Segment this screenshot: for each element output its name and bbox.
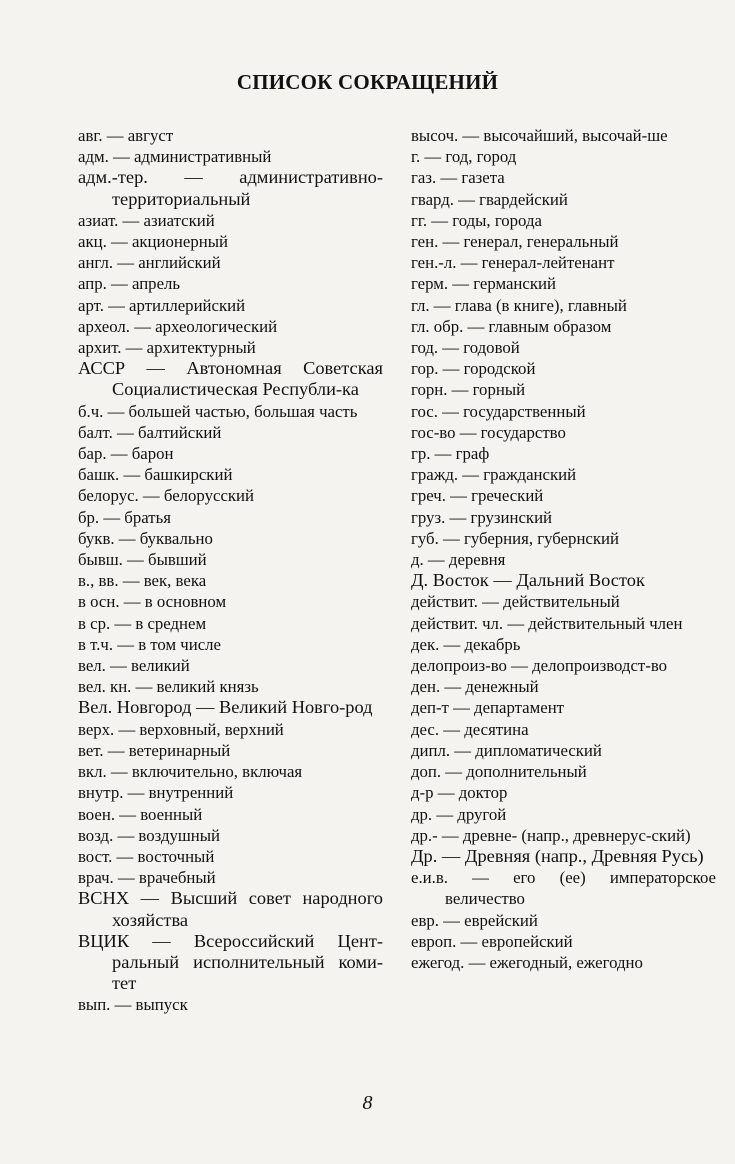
abbreviation-entry: бывш. — бывший	[78, 550, 207, 570]
abbreviation-entry: действит. чл. — действительный член	[411, 613, 683, 633]
abbreviation-entry: букв. — буквально	[78, 528, 213, 548]
abbreviation-entry: д-р — доктор	[411, 783, 508, 803]
abbreviation-entry: адм. — административный	[78, 147, 272, 167]
abbreviation-entry: археол. — археологический	[78, 316, 278, 336]
abbreviation-entry: гвард. — гвардейский	[411, 189, 568, 209]
abbreviation-entry: е.и.в. — его (ее) императорское величество	[411, 868, 716, 909]
abbreviation-entry: высоч. — высочайший, высочай-ше	[411, 126, 668, 145]
abbreviation-entry: дек. — декабрь	[411, 634, 521, 654]
abbreviation-entry: др.- — древне- (напр., древнерус-ский)	[411, 825, 691, 845]
abbreviation-entry: губ. — губерния, губернский	[411, 528, 619, 548]
abbreviation-entry: в., вв. — век, века	[78, 571, 207, 591]
abbreviation-entry: гражд. — гражданский	[411, 465, 577, 485]
abbreviation-entry: гор. — городской	[411, 359, 536, 379]
abbreviation-entry: апр. — апрель	[78, 274, 181, 294]
abbreviation-entry: башк. — башкирский	[78, 465, 233, 485]
abbreviation-entry: ген. — генерал, генеральный	[411, 232, 619, 252]
abbreviation-entry: бр. — братья	[78, 507, 171, 527]
left-column	[78, 125, 383, 1016]
abbreviation-entry: греч. — греческий	[411, 486, 544, 506]
abbreviation-entry: действит. — действительный	[411, 592, 620, 612]
abbreviation-entry: европ. — европейский	[411, 931, 573, 951]
abbreviation-entry: авг. — август	[78, 126, 174, 145]
abbreviation-entry: вет. — ветеринарный	[78, 740, 231, 760]
abbreviation-entry: азиат. — азиатский	[78, 210, 215, 230]
abbreviation-entry: архит. — архитектурный	[78, 338, 256, 358]
abbreviation-entry: белорус. — белорусский	[78, 486, 255, 506]
page-number: 8	[362, 1092, 373, 1114]
abbreviation-entry: в ср. — в среднем	[78, 613, 207, 633]
abbreviation-entry: вып. — выпуск	[78, 995, 188, 1015]
abbreviation-entry: вкл. — включительно, включая	[78, 762, 303, 782]
abbreviation-entry: Вел. Новгород — Великий Новго-род	[78, 697, 373, 718]
abbreviation-entry: ден. — денежный	[411, 677, 539, 697]
abbreviation-entry: г. — год, город	[411, 147, 517, 167]
abbreviation-entry: ген.-л. — генерал-лейтенант	[411, 253, 615, 273]
abbreviation-entry: воен. — военный	[78, 804, 203, 824]
abbreviation-entry: др. — другой	[411, 804, 507, 824]
abbreviation-entry: англ. — английский	[78, 253, 221, 273]
abbreviation-entry: гг. — годы, города	[411, 210, 542, 230]
abbreviation-entry: адм.-тер. — административно-территориальный	[78, 167, 383, 209]
abbreviation-entry: гос-во — государство	[411, 422, 566, 442]
abbreviation-entry: евр. — еврейский	[411, 910, 538, 930]
abbreviation-entry: деп-т — департамент	[411, 698, 565, 718]
abbreviation-entry: газ. — газета	[411, 168, 505, 188]
abbreviation-entry: гл. — глава (в книге), главный	[411, 295, 627, 315]
abbreviation-entry: доп. — дополнительный	[411, 762, 587, 782]
abbreviation-entry: АССР — Автономная Советская Социалистическая Республи-ка	[78, 358, 383, 400]
abbreviation-entry: арт. — артиллерийский	[78, 295, 246, 315]
page-title: СПИСОК СОКРАЩЕНИЙ	[236, 70, 499, 94]
abbreviation-entry: врач. — врачебный	[78, 868, 216, 888]
abbreviation-entry: груз. — грузинский	[411, 507, 553, 527]
abbreviation-entry: делопроиз-во — делопроизводст-во	[411, 656, 668, 676]
abbreviation-entry: балт. — балтийский	[78, 422, 222, 442]
abbreviation-entry: герм. — германский	[411, 274, 556, 294]
abbreviation-entry: горн. — горный	[411, 380, 526, 400]
right-column	[411, 125, 716, 973]
abbreviation-entry: б.ч. — большей частью, большая часть	[78, 401, 358, 421]
abbreviation-entry: Др. — Древняя (напр., Древняя Русь)	[411, 845, 704, 866]
abbreviation-entry: в т.ч. — в том числе	[78, 634, 222, 654]
abbreviation-entry: ВЦИК — Всероссийский Цент-ральный исполнительный коми-тет	[78, 930, 383, 994]
abbreviation-entry: ежегод. — ежегодный, ежегодно	[411, 952, 643, 972]
abbreviation-entry: возд. — воздушный	[78, 825, 221, 845]
abbreviation-entry: д. — деревня	[411, 550, 506, 570]
abbreviation-entry: гр. — граф	[411, 444, 490, 464]
abbreviation-entry: в осн. — в основном	[78, 592, 227, 612]
abbreviation-entry: год. — годовой	[411, 338, 520, 358]
abbreviation-entry: вост. — восточный	[78, 846, 215, 866]
abbreviation-entry: верх. — верховный, верхний	[78, 719, 284, 739]
abbreviation-entry: вел. — великий	[78, 656, 190, 676]
abbreviation-entry: ВСНХ — Высший совет народного хозяйства	[78, 888, 383, 930]
abbreviation-entry: дес. — десятина	[411, 719, 529, 739]
abbreviation-entry: гл. обр. — главным образом	[411, 316, 612, 336]
abbreviation-entry: внутр. — внутренний	[78, 783, 234, 803]
abbreviation-entry: дипл. — дипломатический	[411, 740, 602, 760]
abbreviation-entry: акц. — акционерный	[78, 232, 228, 252]
abbreviation-entry: гос. — государственный	[411, 401, 586, 421]
abbreviation-entry: вел. кн. — великий князь	[78, 677, 259, 697]
abbreviation-entry: бар. — барон	[78, 444, 174, 464]
abbreviation-entry: Д. Восток — Дальний Восток	[411, 570, 645, 591]
